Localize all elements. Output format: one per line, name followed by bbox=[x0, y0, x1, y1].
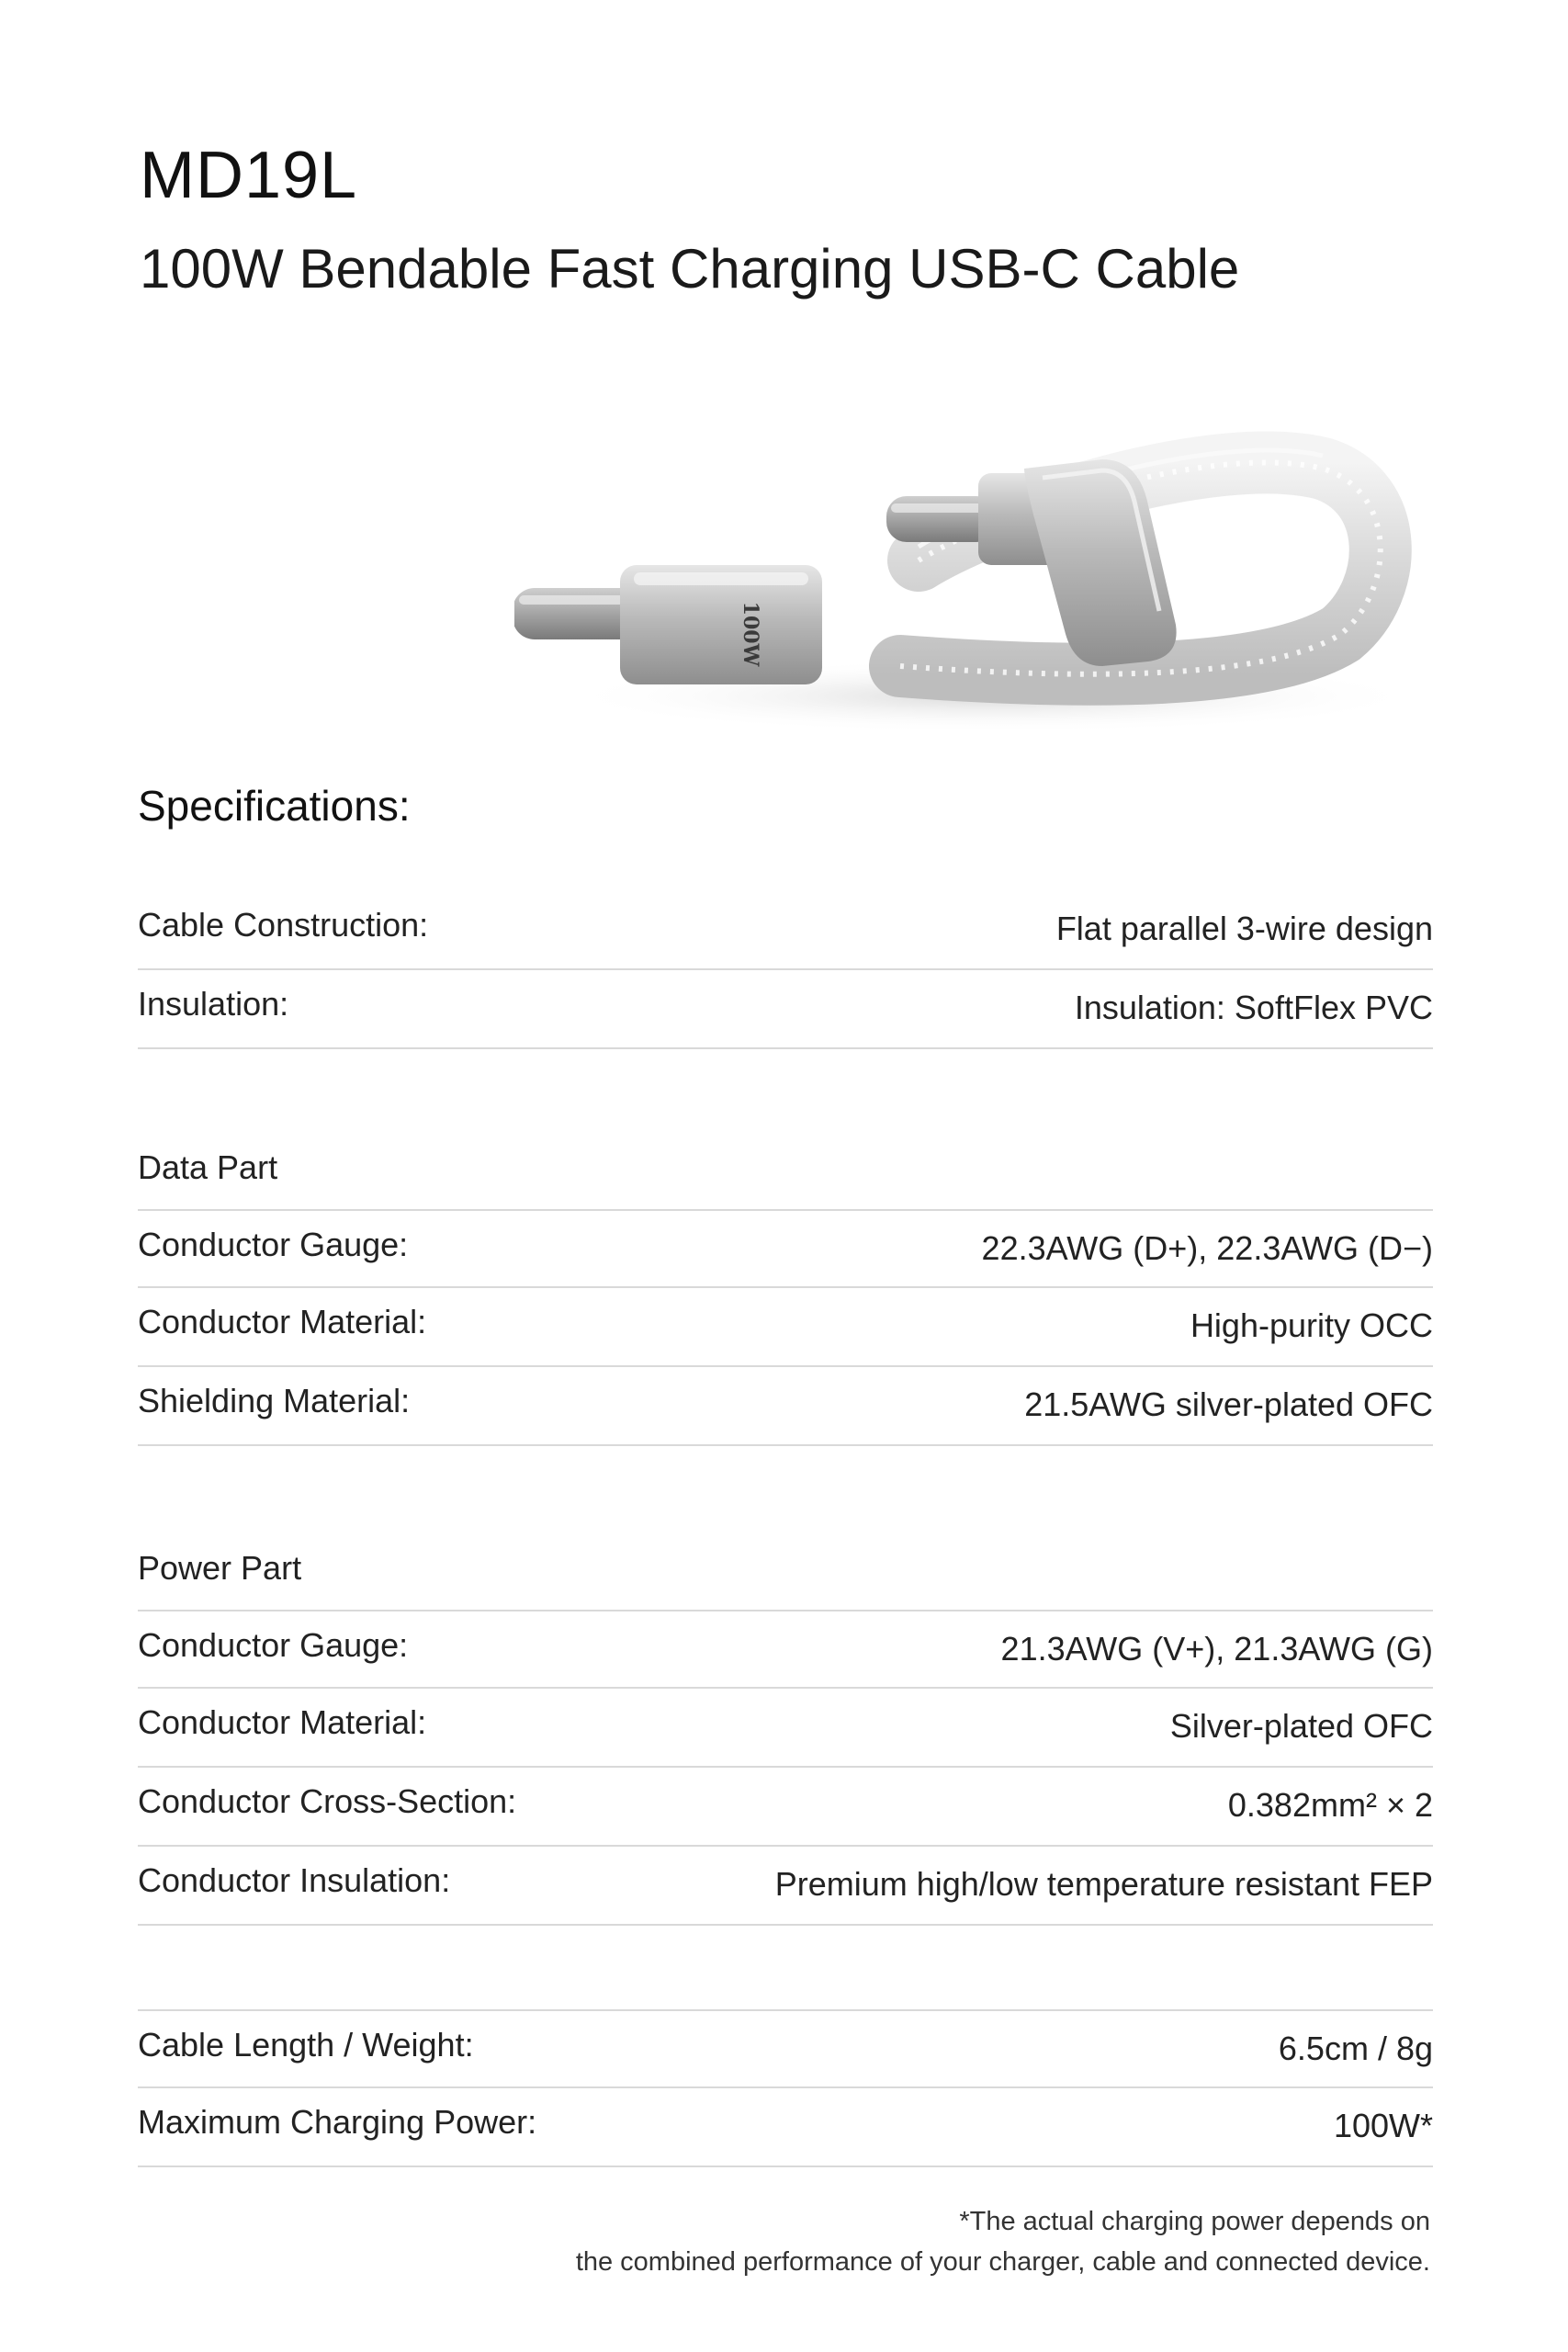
table-row bbox=[138, 970, 1433, 1049]
spec-label: Conductor Cross-Section: bbox=[138, 1782, 517, 1820]
table-row bbox=[138, 2009, 1433, 2088]
table-row bbox=[138, 1847, 1433, 1926]
spec-table-summary bbox=[138, 2009, 1433, 2167]
table-row bbox=[138, 2088, 1433, 2167]
footnote-line: the combined performance of your charger, cable and connected device. bbox=[575, 2247, 1430, 2277]
footnote-line: *The actual charging power depends on bbox=[959, 2207, 1430, 2236]
spec-value: Insulation: SoftFlex PVC bbox=[1074, 989, 1433, 1026]
spec-label: Conductor Insulation: bbox=[138, 1861, 451, 1899]
section-title-power-part: Power Part bbox=[138, 1549, 302, 1587]
table-row bbox=[138, 1768, 1433, 1847]
spec-label: Cable Length / Weight: bbox=[138, 2026, 474, 2064]
spec-value: 21.3AWG (V+), 21.3AWG (G) bbox=[1000, 1630, 1433, 1668]
spec-label: Insulation: bbox=[138, 985, 289, 1023]
spec-label: Shielding Material: bbox=[138, 1382, 411, 1419]
spec-table-power-part bbox=[138, 1610, 1433, 1926]
spec-value: High-purity OCC bbox=[1190, 1306, 1433, 1344]
spec-label: Conductor Material: bbox=[138, 1303, 427, 1340]
spec-value: 0.382mm² × 2 bbox=[1227, 1786, 1433, 1824]
spec-value: Premium high/low temperature resistant FEP bbox=[774, 1865, 1433, 1903]
charging-footnote bbox=[576, 2201, 1430, 2282]
connector-print: 100W bbox=[739, 601, 762, 667]
spec-value: 21.5AWG silver-plated OFC bbox=[1024, 1385, 1433, 1423]
spec-table-data-part bbox=[138, 1209, 1433, 1446]
table-row bbox=[138, 1367, 1433, 1446]
usb-c-cable-image bbox=[514, 404, 1451, 753]
spec-value: 6.5cm / 8g bbox=[1278, 2030, 1433, 2067]
spec-value: 22.3AWG (D+), 22.3AWG (D−) bbox=[981, 1229, 1433, 1267]
table-row bbox=[138, 1209, 1433, 1288]
spec-value: Flat parallel 3-wire design bbox=[1055, 910, 1433, 947]
table-row bbox=[138, 1689, 1433, 1768]
table-row bbox=[138, 891, 1433, 970]
table-row bbox=[138, 1610, 1433, 1689]
spec-label: Conductor Material: bbox=[138, 1703, 427, 1741]
specifications-heading: Specifications: bbox=[138, 782, 411, 830]
spec-label: Conductor Gauge: bbox=[138, 1626, 409, 1664]
spec-label: Conductor Gauge: bbox=[138, 1226, 409, 1263]
spec-label: Maximum Charging Power: bbox=[138, 2103, 537, 2141]
spec-value: Silver-plated OFC bbox=[1169, 1707, 1433, 1745]
model-number: MD19L bbox=[140, 139, 358, 212]
table-row bbox=[138, 1288, 1433, 1367]
product-title: 100W Bendable Fast Charging USB-C Cable bbox=[140, 238, 1240, 300]
spec-table-general bbox=[138, 891, 1433, 1049]
spec-label: Cable Construction: bbox=[138, 906, 429, 944]
section-title-data-part: Data Part bbox=[138, 1148, 278, 1186]
spec-value: 100W* bbox=[1333, 2107, 1433, 2144]
